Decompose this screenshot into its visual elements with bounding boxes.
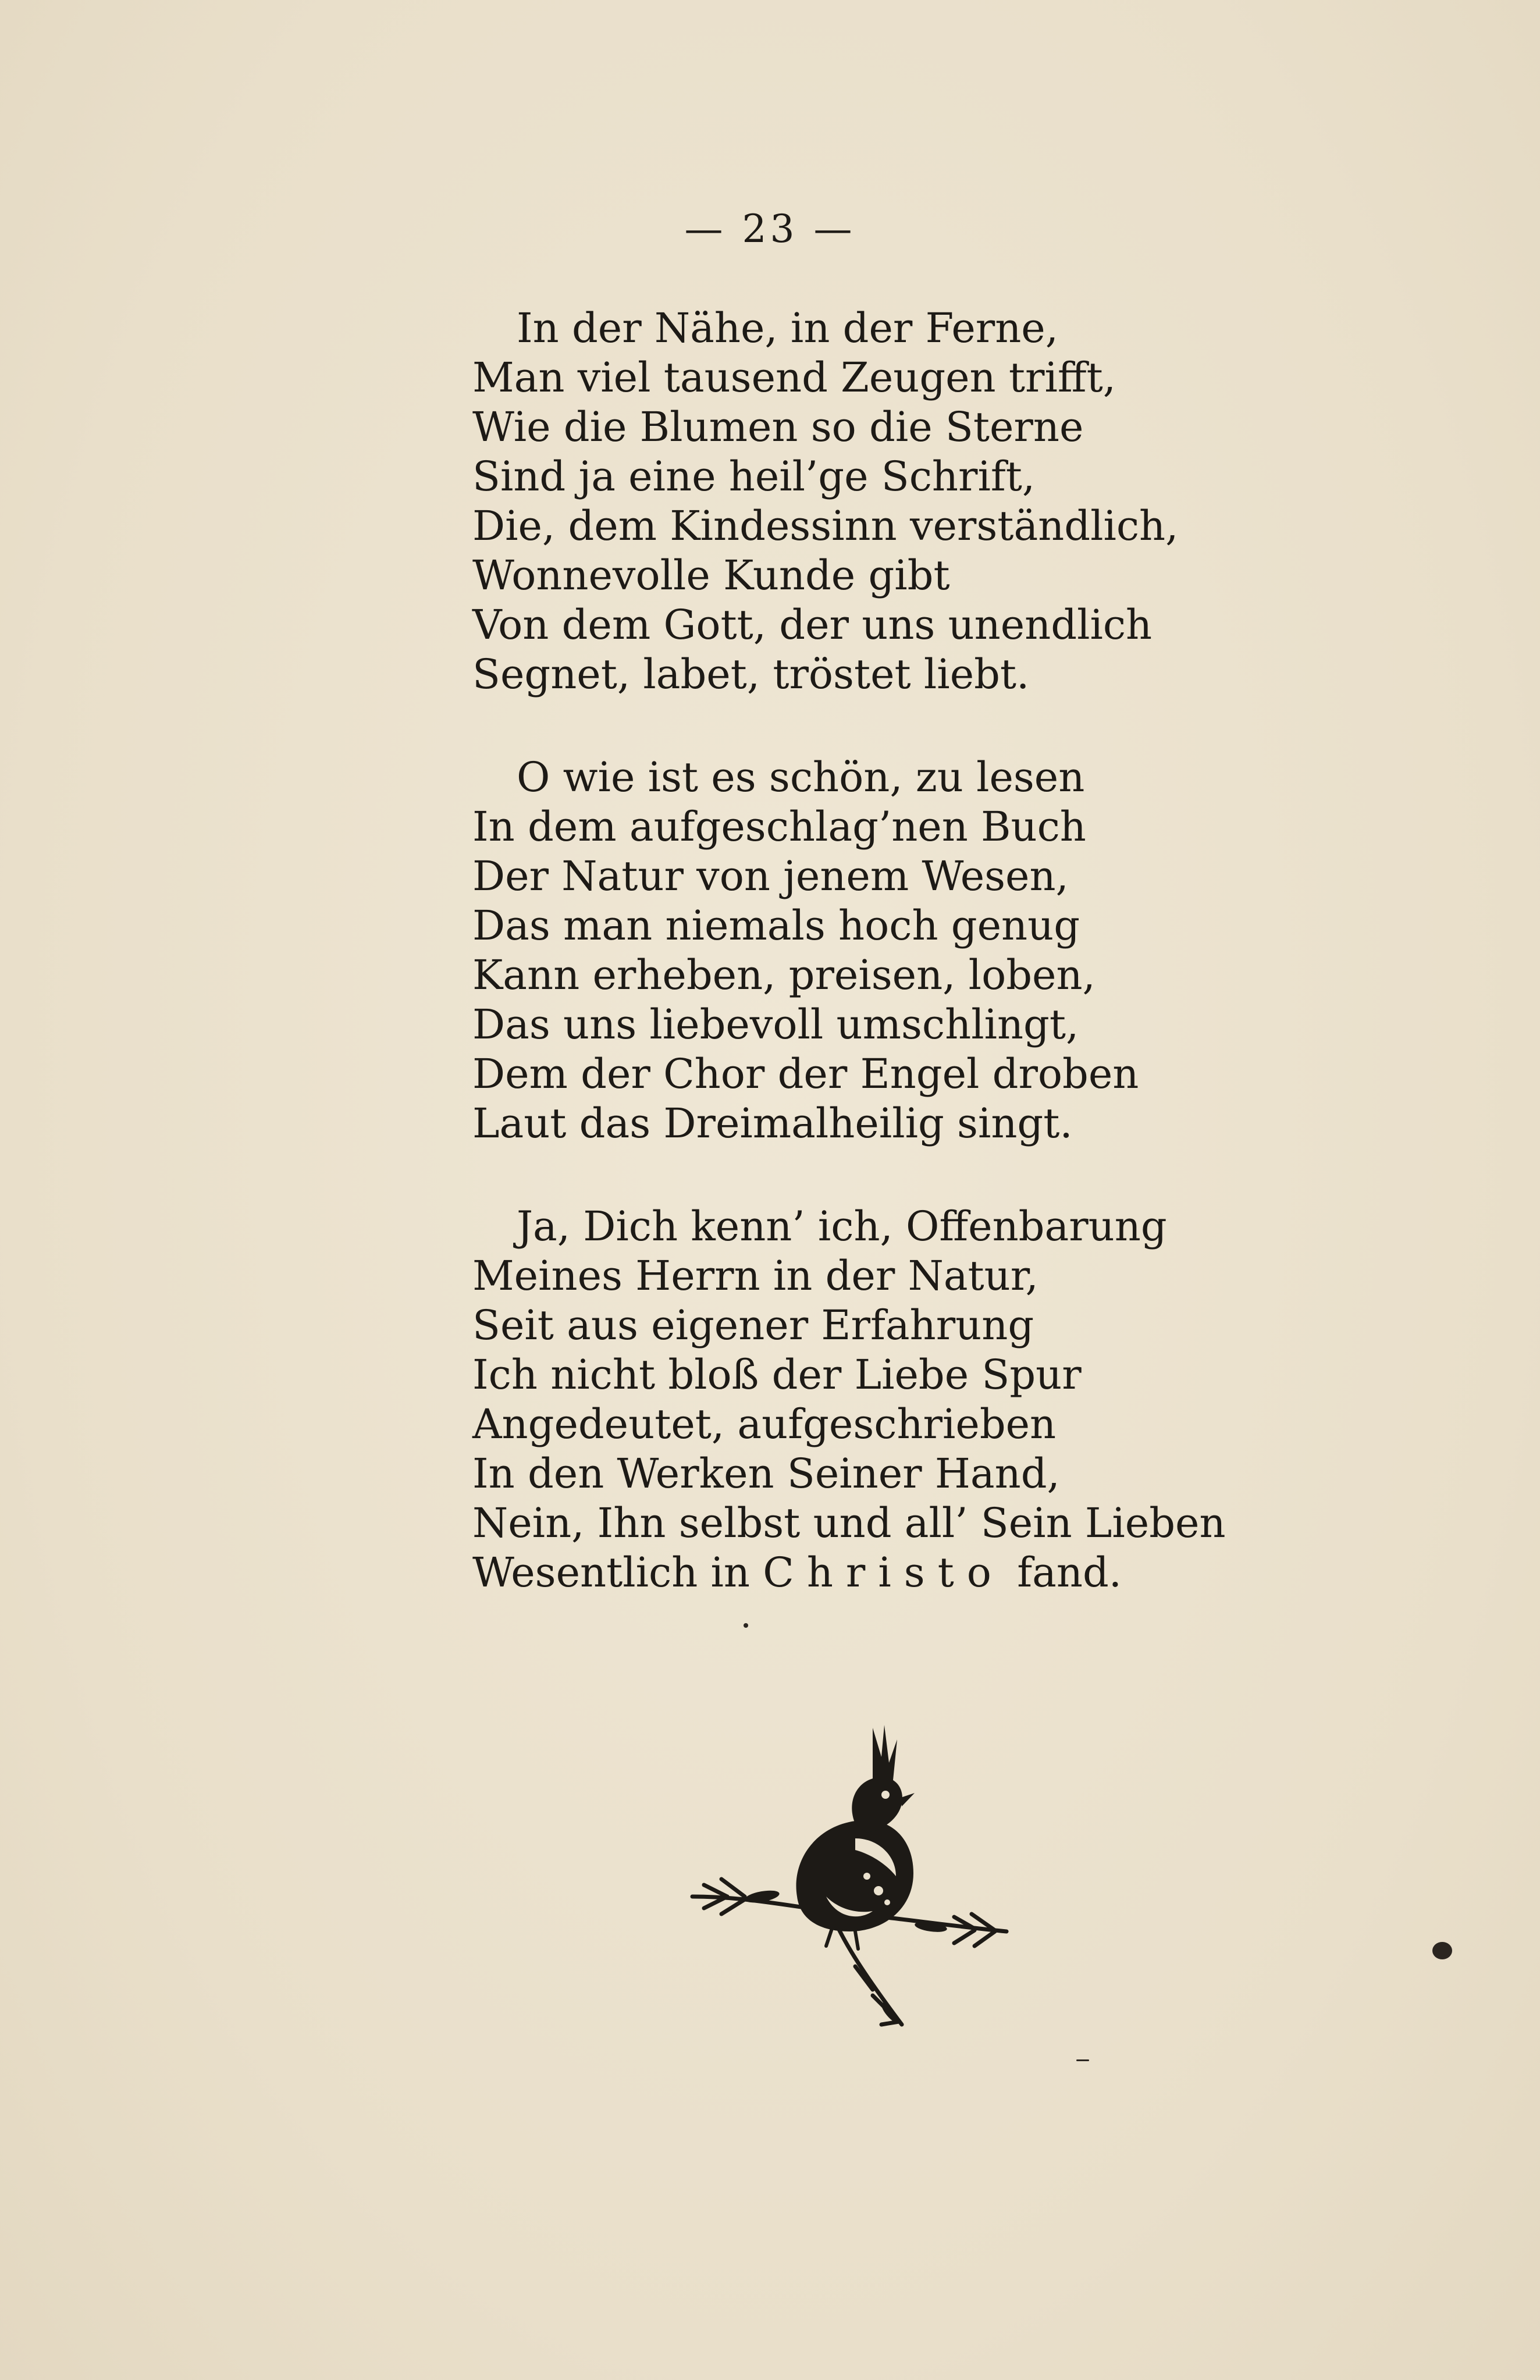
poem-line: Meines Herrn in der Natur,	[472, 1252, 1038, 1300]
stanza-1	[472, 304, 1287, 699]
poem-line: Laut das Dreimalheilig singt.	[472, 1100, 1073, 1147]
poem-line: Angedeutet, aufgeschrieben	[472, 1400, 1057, 1448]
poem-line: In den Werken Seiner Hand,	[472, 1450, 1060, 1497]
poem-line: Man viel tausend Zeugen trifft,	[472, 354, 1116, 401]
bird-on-branch-icon	[681, 1722, 1018, 2048]
ink-speck	[744, 1623, 748, 1628]
ink-speck	[1432, 1942, 1452, 1959]
poem-line: Von dem Gott, der uns unendlich	[472, 601, 1153, 649]
poem-line: Wonnevolle Kunde gibt	[472, 552, 950, 599]
poem-line: Seit aus eigener Erfahrung	[472, 1301, 1034, 1349]
stanza-2	[472, 753, 1287, 1148]
poem-line: Ja, Dich kenn’ ich, Offenbarung	[517, 1203, 1167, 1250]
poem-line: O wie ist es schön, zu lesen	[517, 753, 1085, 801]
line-text-end: fand.	[1004, 1549, 1122, 1596]
poem-line: Kann erheben, preisen, loben,	[472, 951, 1096, 999]
poem-line: Ich nicht bloß der Liebe Spur	[472, 1351, 1082, 1399]
poem-line: Das uns liebevoll umschlingt,	[472, 1001, 1079, 1048]
poem-line: Die, dem Kindessinn verständlich,	[472, 502, 1179, 550]
poem	[472, 304, 1287, 1651]
poem-line-last	[472, 1548, 1287, 1598]
poem-line: Wie die Blumen so die Sterne	[472, 403, 1084, 451]
ink-speck	[1076, 2059, 1089, 2061]
poem-line: In der Nähe, in der Ferne,	[517, 304, 1058, 352]
poem-line: Dem der Chor der Engel droben	[472, 1050, 1139, 1098]
poem-line: Sind ja eine heil’ge Schrift,	[472, 453, 1036, 500]
poem-line: Nein, Ihn selbst und all’ Sein Lieben	[472, 1499, 1226, 1547]
poem-line: Segnet, labet, tröstet liebt.	[472, 650, 1030, 698]
poem-line: Der Natur von jenem Wesen,	[472, 852, 1069, 900]
poem-line: Das man niemals hoch genug	[472, 902, 1080, 949]
stanza-3	[472, 1202, 1287, 1598]
poem-line: In dem aufgeschlag’nen Buch	[472, 803, 1086, 851]
page-number: — 23 —	[684, 207, 856, 251]
spaced-name: Christo	[763, 1549, 1004, 1596]
line-text-start: Wesentlich in	[472, 1549, 763, 1596]
